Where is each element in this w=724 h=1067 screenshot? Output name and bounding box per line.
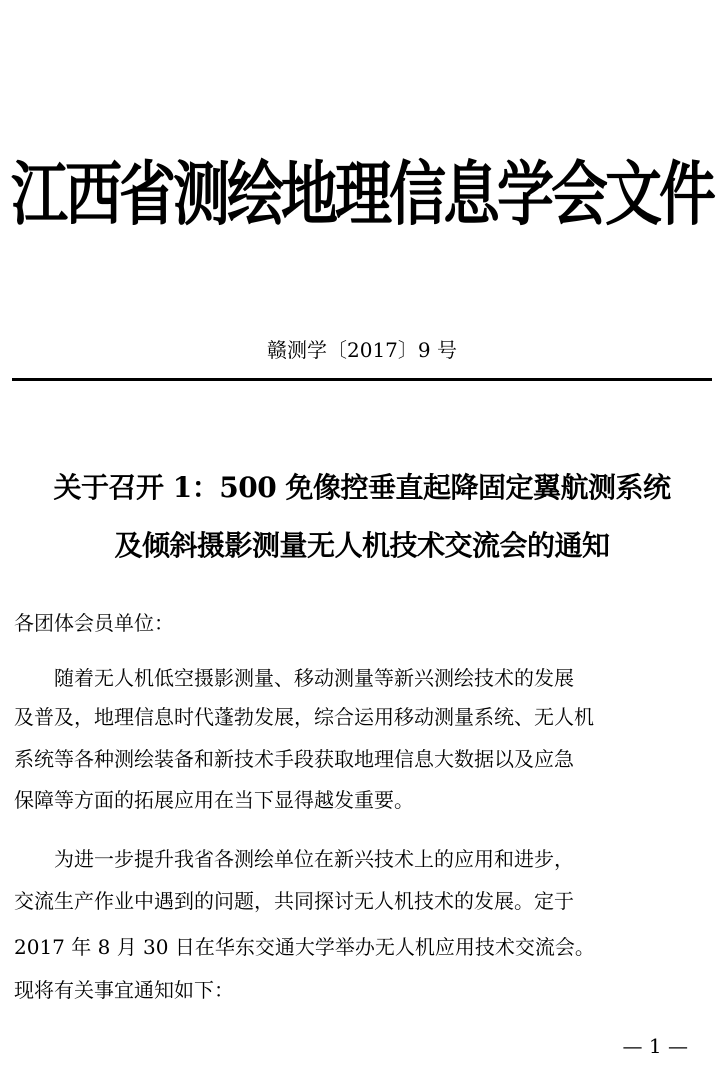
body-line: 2017 年 8 月 30 日在华东交通大学举办无人机应用技术交流会。 bbox=[14, 935, 595, 959]
body-line: 现将有关事宜通知如下： bbox=[14, 978, 234, 1002]
body-line: 随着无人机低空摄影测量、移动测量等新兴测绘技术的发展 bbox=[14, 666, 574, 690]
document-header-title: 江西省测绘地理信息学会文件 bbox=[11, 153, 713, 236]
body-line: 及普及，地理信息时代蓬勃发展，综合运用移动测量系统、无人机 bbox=[14, 705, 594, 729]
document-number: 赣测学〔2017〕9 号 bbox=[267, 338, 457, 362]
body-line: 交流生产作业中遇到的问题，共同探讨无人机技术的发展。定于 bbox=[14, 889, 574, 913]
body-line: 保障等方面的拓展应用在当下显得越发重要。 bbox=[14, 788, 414, 812]
header-divider bbox=[12, 378, 712, 381]
page-number: — 1 — bbox=[622, 1034, 688, 1058]
notice-title-line-2: 及倾斜摄影测量无人机技术交流会的通知 bbox=[114, 529, 610, 562]
body-line: 为进一步提升我省各测绘单位在新兴技术上的应用和进步， bbox=[14, 847, 574, 871]
notice-title-line-1: 关于召开 1：500 免像控垂直起降固定翼航测系统 bbox=[53, 471, 671, 504]
body-line: 系统等各种测绘装备和新技术手段获取地理信息大数据以及应急 bbox=[14, 747, 574, 771]
salutation: 各团体会员单位： bbox=[14, 611, 174, 635]
